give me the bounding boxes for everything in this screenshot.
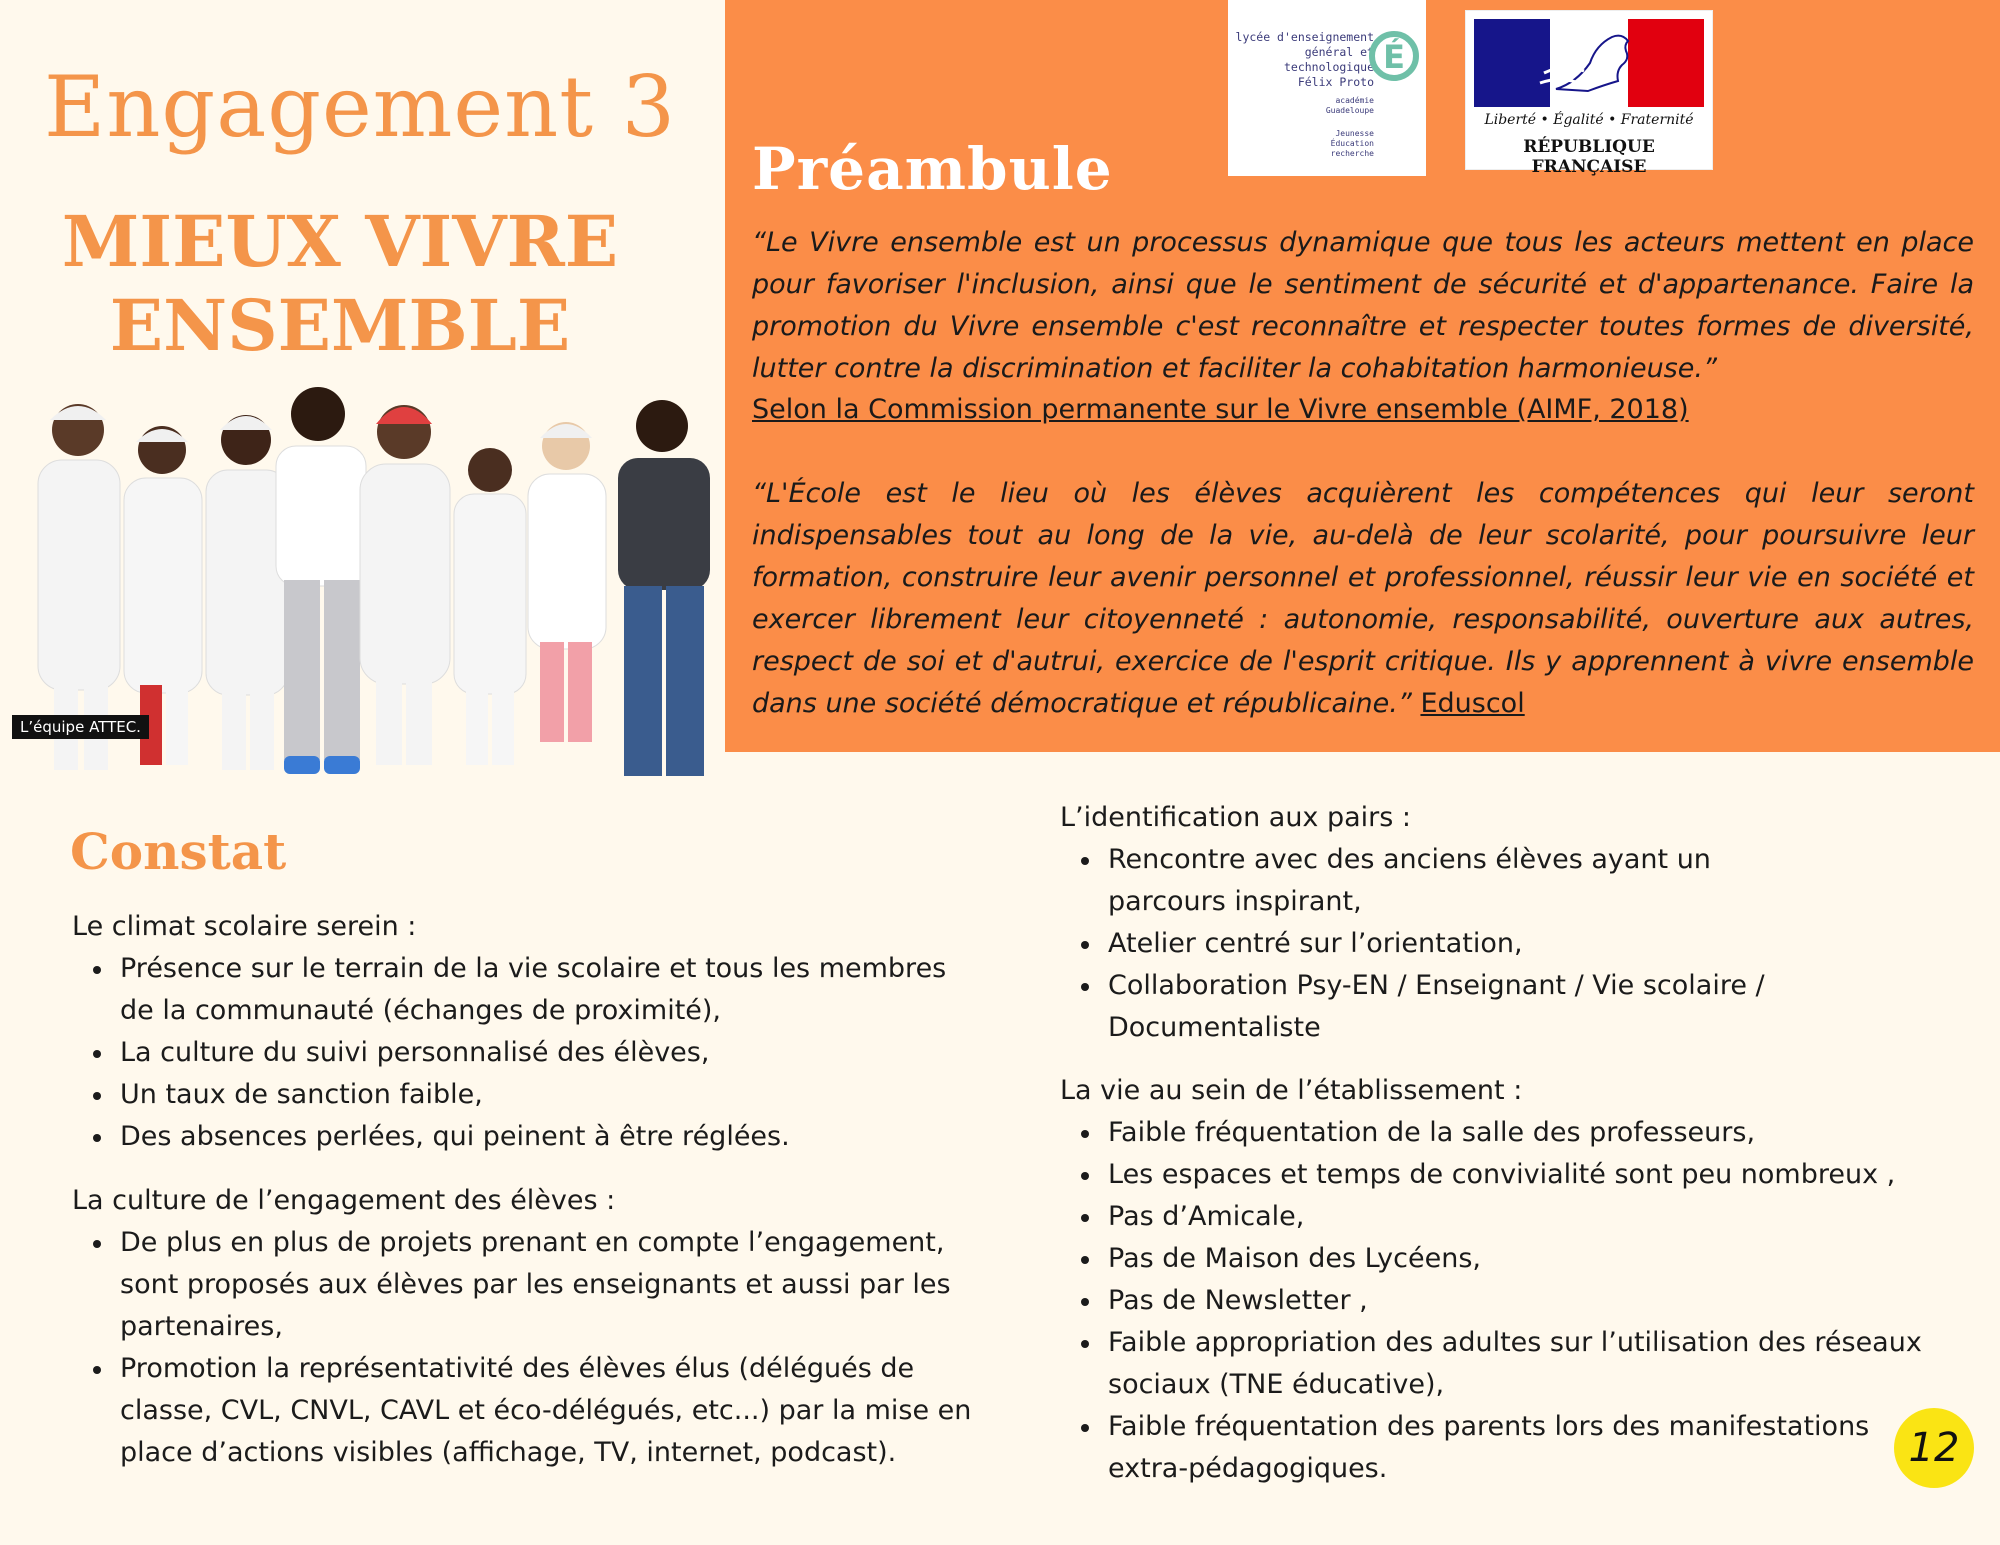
lycee-academie-line-1: académie: [1335, 96, 1374, 105]
marianne-flag-icon: [1474, 19, 1704, 107]
list-item: Collaboration Psy-EN / Enseignant / Vie scolaire / Documentaliste: [1108, 965, 1798, 1049]
eduscol-link[interactable]: Eduscol: [1420, 688, 1525, 719]
list-item: Atelier centré sur l’orientation,: [1108, 923, 1798, 965]
team-photo: [0, 380, 740, 820]
staff-person-6: [454, 448, 526, 765]
identification-pairs-section: [1060, 797, 1970, 1049]
list-item: Faible appropriation des adultes sur l’utilisation des réseaux sociaux (TNE éducative),: [1108, 1322, 1968, 1406]
list-item: Rencontre avec des anciens élèves ayant un parcours inspirant,: [1108, 839, 1748, 923]
pairs-list: [1060, 839, 1798, 1049]
preamble-heading: Préambule: [752, 135, 1113, 203]
lycee-ministry-line-1: Jeunesse: [1335, 129, 1374, 138]
lycee-emblem-icon: [1368, 10, 1420, 86]
svg-text:É: É: [1383, 38, 1405, 76]
list-item: Présence sur le terrain de la vie scolaire et tous les membres de la communauté (échanges de proximité),: [120, 948, 972, 1032]
republique-francaise-logo: [1465, 10, 1713, 177]
engagement-title: Engagement 3: [44, 58, 677, 156]
quote-1-source-link[interactable]: Selon la Commission permanente sur le Vivre ensemble (AIMF, 2018): [752, 394, 1689, 425]
lycee-name: [1232, 30, 1374, 90]
republique-motto: Liberté • Égalité • Fraternité: [1484, 112, 1694, 128]
lycee-name-line-1: lycée d'enseignement: [1235, 30, 1374, 44]
list-item: Pas de Newsletter ,: [1108, 1280, 1968, 1322]
list-item: Faible fréquentation de la salle des professeurs,: [1108, 1112, 1968, 1154]
list-item: Promotion la représentativité des élèves élus (délégués de classe, CVL, CNVL, CAVL et éco-délégués, etc...) par la mise en place d’actions visibles (affichage, TV, internet, podcast).: [120, 1348, 972, 1474]
vie-list: [1060, 1112, 1968, 1490]
list-item: Faible fréquentation des parents lors des manifestations extra-pédagogiques.: [1108, 1406, 1898, 1490]
list-item: Pas d’Amicale,: [1108, 1196, 1968, 1238]
lycee-name-line-3: Félix Proto: [1297, 75, 1374, 89]
climat-scolaire-section: [72, 906, 972, 1158]
pairs-label: L’identification aux pairs :: [1060, 802, 1412, 833]
climat-list: [72, 948, 972, 1158]
engagement-subtitle: [60, 200, 620, 368]
lycee-academie: [1278, 96, 1374, 116]
photo-caption: L’équipe ATTEC.: [12, 715, 149, 739]
constat-heading: Constat: [70, 822, 287, 881]
staff-person-7: [528, 422, 606, 742]
list-item: Pas de Maison des Lycéens,: [1108, 1238, 1968, 1280]
preamble-quote-2: [752, 473, 1974, 725]
subtitle-line-2: ENSEMBLE: [109, 284, 571, 367]
lycee-ministry: [1278, 129, 1374, 159]
preamble-quote-2-text: “L'École est le lieu où les élèves acquièrent les compétences qui leur seront indispensables tout au long de la vie, au-delà de leur scolarité, pour poursuivre leur formation, construire leur avenir personnel et professionnel, réussir leur vie en société et exercer librement leur citoyenneté : autonomie, responsabilité, ouverture aux autres, respect de soi et d'autrui, exercice de l'esprit critique. Ils y apprennent à vivre ensemble dans une société démocratique et républicaine.”: [752, 478, 1974, 719]
subtitle-line-1: MIEUX VIVRE: [61, 200, 619, 283]
vie-label: La vie au sein de l’établissement :: [1060, 1075, 1523, 1106]
list-item: La culture du suivi personnalisé des élèves,: [120, 1032, 972, 1074]
republique-name: RÉPUBLIQUE FRANÇAISE: [1523, 137, 1655, 177]
staff-person-5: [360, 405, 450, 765]
climat-label: Le climat scolaire serein :: [72, 911, 417, 942]
vie-etablissement-section: [1060, 1070, 1970, 1490]
list-item: Un taux de sanction faible,: [120, 1074, 972, 1116]
lycee-academie-line-2: Guadeloupe: [1325, 106, 1374, 115]
lycee-ministry-line-3: recherche: [1330, 149, 1374, 158]
staff-person-8: [618, 400, 710, 776]
list-item: Les espaces et temps de convivialité sont peu nombreux ,: [1108, 1154, 1968, 1196]
lycee-logo: [1228, 0, 1426, 176]
list-item: Des absences perlées, qui peinent à être réglées.: [120, 1116, 972, 1158]
lycee-ministry-line-2: Éducation: [1330, 139, 1374, 148]
staff-person-4: [276, 387, 366, 774]
engagement-list: [72, 1222, 972, 1474]
lycee-name-line-2: général et technologique: [1283, 45, 1374, 74]
preamble-quote-1: “Le Vivre ensemble est un processus dynamique que tous les acteurs mettent en place pour favoriser l'inclusion, ainsi que le sentiment de sécurité et d'appartenance. Faire la promotion du Vivre ensemble c'est reconnaître et respecter toutes formes de diversité, lutter contre la discrimination et faciliter la cohabitation harmonieuse.”: [752, 227, 1974, 384]
engagement-label: La culture de l’engagement des élèves :: [72, 1185, 616, 1216]
list-item: De plus en plus de projets prenant en compte l’engagement, sont proposés aux élèves par les enseignants et aussi par les partenaires,: [120, 1222, 972, 1348]
page-number-badge: 12: [1894, 1408, 1974, 1488]
engagement-eleves-section: [72, 1180, 972, 1474]
